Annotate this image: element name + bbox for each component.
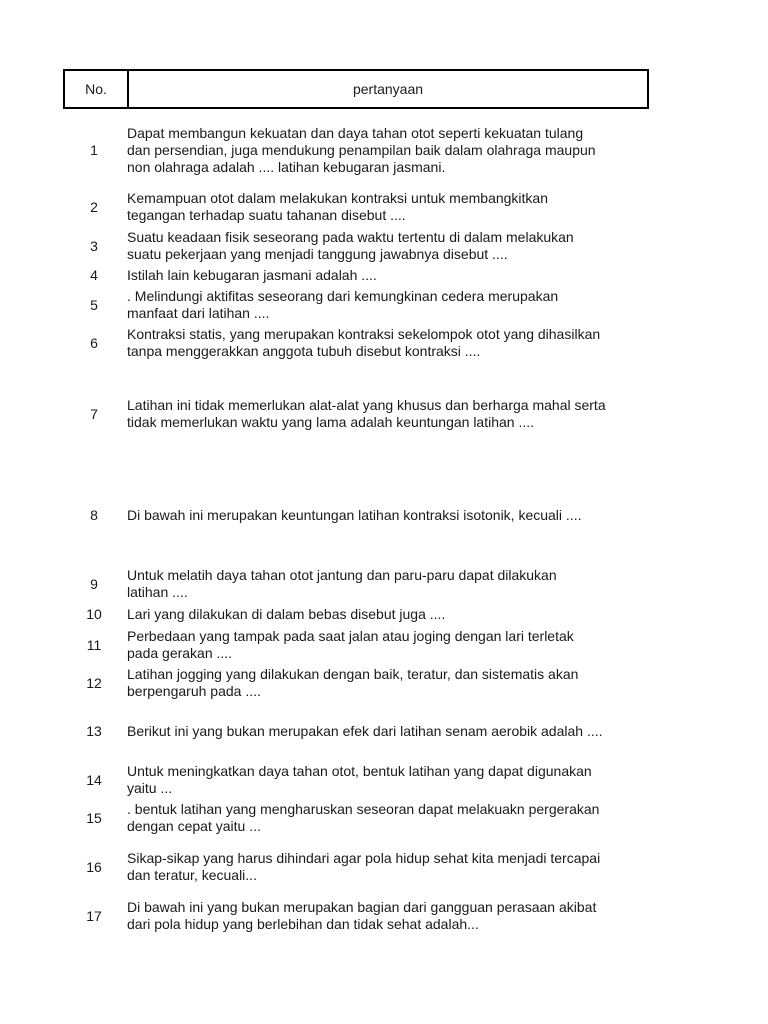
question-row: [63, 121, 649, 179]
question-row: [63, 566, 649, 602]
question-number: 11: [86, 636, 102, 653]
question-row: [63, 665, 649, 701]
question-text: Untuk melatih daya tahan otot jantung dan paru-paru dapat dilakukan latihan ....: [127, 567, 557, 600]
question-text: Latihan ini tidak memerlukan alat-alat yang khusus dan berharga mahal serta tidak memerlukan waktu yang lama adalah keuntungan latihan ....: [127, 397, 606, 430]
question-row: [63, 627, 649, 663]
question-row: [63, 325, 649, 361]
question-text: . bentuk latihan yang mengharuskan seseoran dapat melakuakn pergerakan dengan cepat yaitu ...: [127, 801, 600, 834]
question-number: 4: [90, 266, 98, 283]
question-number: 3: [90, 237, 98, 254]
question-number: 12: [86, 674, 102, 691]
question-text: Untuk meningkatkan daya tahan otot, bentuk latihan yang dapat digunakan yaitu ...: [127, 763, 592, 796]
question-row: [63, 604, 649, 624]
question-text: Latihan jogging yang dilakukan dengan baik, teratur, dan sistematis akan berpengaruh pada ....: [127, 666, 579, 699]
question-row: [63, 762, 649, 798]
question-number: 15: [86, 809, 102, 826]
question-number: 8: [90, 506, 98, 523]
question-text: Sikap-sikap yang harus dihindari agar pola hidup sehat kita menjadi tercapai dan teratur, kecuali...: [127, 850, 601, 883]
question-number: 16: [86, 858, 102, 875]
question-row: [63, 287, 649, 323]
question-text: Perbedaan yang tampak pada saat jalan atau joging dengan lari terletak pada gerakan ....: [127, 628, 574, 661]
question-text: Suatu keadaan fisik seseorang pada waktu tertentu di dalam melakukan suatu pekerjaan yang menjadi tanggung jawabnya disebut ....: [127, 229, 574, 262]
question-number: 7: [90, 405, 98, 422]
question-text: Kemampuan otot dalam melakukan kontraksi untuk membangkitkan tegangan terhadap suatu tahanan disebut ....: [127, 190, 548, 223]
question-row: [63, 265, 649, 285]
table-header: [63, 69, 649, 109]
question-row: [63, 188, 649, 226]
question-number: 9: [90, 575, 98, 592]
question-row: [63, 898, 649, 934]
question-row: [63, 228, 649, 264]
question-text: Berikut ini yang bukan merupakan efek dari latihan senam aerobik adalah ....: [127, 722, 603, 739]
question-row: [63, 505, 649, 525]
question-text: Kontraksi statis, yang merupakan kontraksi sekelompok otot yang dihasilkan tanpa menggerakkan anggota tubuh disebut kontraksi ....: [127, 326, 601, 359]
question-text: Di bawah ini merupakan keuntungan latihan kontraksi isotonik, kecuali ....: [127, 506, 582, 523]
question-text: Istilah lain kebugaran jasmani adalah ....: [127, 266, 377, 283]
question-row: [63, 396, 649, 432]
question-number: 1: [90, 141, 98, 158]
question-number: 10: [86, 605, 102, 622]
question-row: [63, 849, 649, 885]
question-text: Lari yang dilakukan di dalam bebas disebut juga ....: [127, 605, 446, 622]
question-row: [63, 800, 649, 836]
question-number: 13: [86, 722, 102, 739]
question-number: 17: [86, 907, 102, 924]
question-number: 2: [90, 198, 98, 215]
question-number: 5: [90, 296, 98, 313]
question-text: . Melindungi aktifitas seseorang dari kemungkinan cedera merupakan manfaat dari latihan ....: [127, 288, 559, 321]
question-number: 14: [86, 771, 102, 788]
header-no: No.: [65, 71, 129, 107]
question-number: 6: [90, 334, 98, 351]
question-text: Dapat membangun kekuatan dan daya tahan otot seperti kekuatan tulang dan persendian, juga mendukung penampilan baik dalam olahraga maupun non olahraga adalah .... latihan kebugaran jasmani.: [127, 124, 596, 175]
question-row: [63, 721, 649, 741]
header-question: pertanyaan: [352, 81, 424, 97]
question-text: Di bawah ini yang bukan merupakan bagian dari gangguan perasaan akibat dari pola hidup yang berlebihan dan tidak sehat adalah...: [127, 899, 597, 932]
